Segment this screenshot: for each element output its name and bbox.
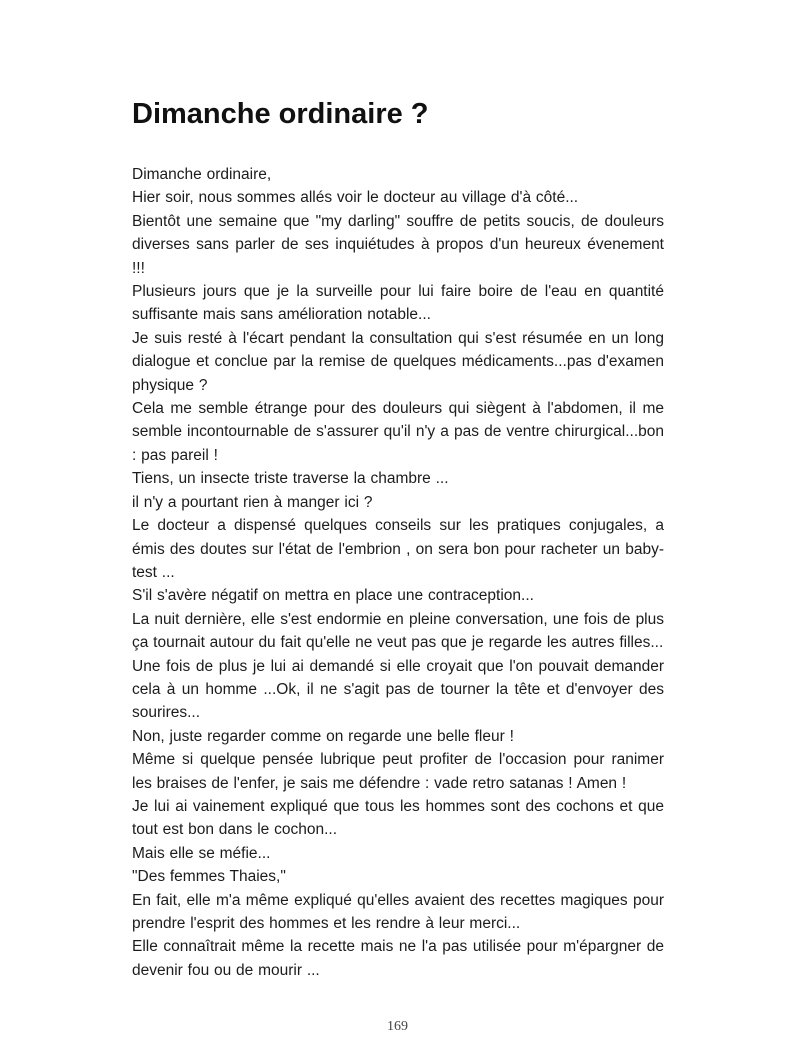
paragraph: Dimanche ordinaire,: [132, 166, 272, 183]
paragraph: En fait, elle m'a même expliqué qu'elles avaient des recettes magiques pour prendre l'esprit des hommes et les rendre à leur merci...: [132, 891, 664, 932]
paragraph: Même si quelque pensée lubrique peut profiter de l'occasion pour ranimer les braises de l'enfer, je sais me défendre : vade retro satanas ! Amen !: [132, 751, 664, 792]
page-number: 169: [387, 1019, 408, 1034]
paragraph: Je suis resté à l'écart pendant la consultation qui s'est résumée en un long dialogue et conclue par la remise de quelques médicaments...pas d'examen physique ?: [132, 329, 664, 394]
page-title: Dimanche ordinaire ?: [132, 98, 429, 130]
paragraph: Une fois de plus je lui ai demandé si elle croyait que l'on pouvait demander cela à un homme ...Ok, il ne s'agit pas de tourner la tête et d'envoyer des sourires...: [132, 657, 664, 722]
paragraph: il n'y a pourtant rien à manger ici ?: [132, 493, 373, 511]
paragraph: Cela me semble étrange pour des douleurs qui siègent à l'abdomen, il me semble incontournable de s'assurer qu'il n'y a pas de ventre chirurgical...bon : pas pareil !: [132, 400, 664, 464]
body-text: [132, 163, 664, 982]
paragraph: Je lui ai vainement expliqué que tous les hommes sont des cochons et que tout est bon dans le cochon...: [132, 797, 664, 839]
paragraph: La nuit dernière, elle s'est endormie en pleine conversation, une fois de plus ça tournait autour du fait qu'elle ne veut pas que je regarde les autres filles...: [132, 610, 664, 652]
paragraph: "Des femmes Thaies,": [132, 868, 286, 886]
page-content: [132, 98, 664, 982]
paragraph: Mais elle se méfie...: [132, 844, 271, 862]
paragraph: Bientôt une semaine que "my darling" souffre de petits soucis, de douleurs diverses sans parler de ses inquiétudes à propos d'un heureux évenement !!!: [132, 212, 664, 277]
paragraph: Elle connaîtrait même la recette mais ne l'a pas utilisée pour m'épargner de devenir fou ou de mourir ...: [132, 938, 664, 979]
paragraph: Hier soir, nous sommes allés voir le docteur au village d'à côté...: [132, 189, 579, 207]
paragraph: S'il s'avère négatif on mettra en place une contraception...: [132, 587, 534, 605]
paragraph: Non, juste regarder comme on regarde une belle fleur !: [132, 727, 514, 745]
paragraph: Le docteur a dispensé quelques conseils sur les pratiques conjugales, a émis des doutes sur l'état de l'embrion , on sera bon pour racheter un baby-test ...: [132, 517, 664, 581]
paragraph: Plusieurs jours que je la surveille pour lui faire boire de l'eau en quantité suffisante mais sans amélioration notable...: [132, 283, 664, 324]
paragraph: Tiens, un insecte triste traverse la chambre ...: [132, 470, 449, 488]
